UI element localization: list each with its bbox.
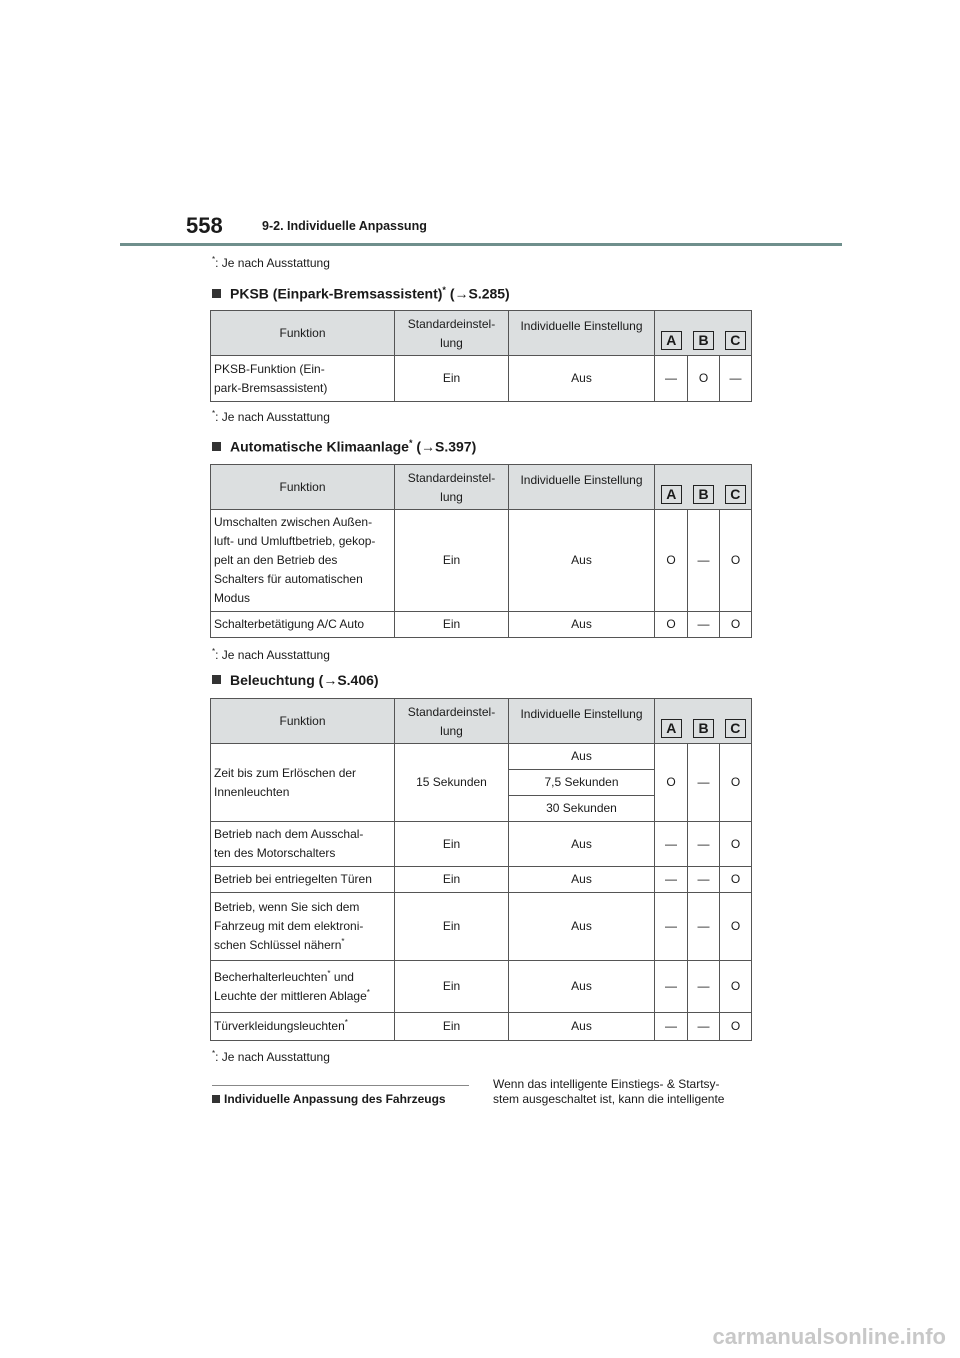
cell-funktion: PKSB-Funktion (Ein- park-Bremsassistent) [211, 356, 395, 402]
cell-individual: 7,5 Sekunden [509, 770, 655, 796]
cell-funktion: Schalterbetätigung A/C Auto [211, 612, 395, 638]
table-row [211, 961, 752, 1013]
header-col-c: C [720, 465, 752, 510]
cell-individual: Aus [509, 612, 655, 638]
cell-b: — [688, 867, 720, 893]
bottom-heading: Individuelle Anpassung des Fahrzeugs [212, 1092, 446, 1106]
cell-standard: Ein [395, 612, 509, 638]
header-individual: Individuelle Einstellung [509, 465, 655, 510]
cell-c: O [720, 893, 752, 961]
cell-a: — [655, 356, 688, 402]
table-row [211, 510, 752, 612]
cell-b: — [688, 893, 720, 961]
watermark: carmanualsonline.info [712, 1324, 946, 1349]
cell-a: — [655, 893, 688, 961]
cell-c: O [720, 1013, 752, 1041]
cell-standard: Ein [395, 356, 509, 402]
cell-c: O [720, 612, 752, 638]
cell-b: — [688, 612, 720, 638]
cell-c: O [720, 822, 752, 867]
cell-b: — [688, 510, 720, 612]
header-col-c: C [720, 311, 752, 356]
cell-individual: Aus [509, 961, 655, 1013]
cell-b: — [688, 1013, 720, 1041]
footnote: *: Je nach Ausstattung [212, 409, 330, 424]
cell-individual: Aus [509, 867, 655, 893]
table-row [211, 822, 752, 867]
cell-c: O [720, 744, 752, 822]
cell-individual: Aus [509, 1013, 655, 1041]
cell-individual: Aus [509, 356, 655, 402]
cell-funktion: Betrieb nach dem Ausschal- ten des Motorschalters [211, 822, 395, 867]
header-col-b: B [688, 699, 720, 744]
cell-standard: Ein [395, 961, 509, 1013]
cell-standard: Ein [395, 867, 509, 893]
table-klimaanlage [210, 464, 752, 638]
cell-individual: Aus [509, 744, 655, 770]
header-standard: Standardeinstel- lung [395, 311, 509, 356]
table-row [211, 356, 752, 402]
cell-c: — [720, 356, 752, 402]
cell-individual: 30 Sekunden [509, 796, 655, 822]
cell-a: O [655, 744, 688, 822]
section-heading-klimaanlage: Automatische Klimaanlage* (→S.397) [212, 438, 476, 455]
bullet-square-icon [212, 675, 221, 684]
cell-funktion: Becherhalterleuchten* und Leuchte der mittleren Ablage* [211, 961, 395, 1013]
table-row [211, 1013, 752, 1041]
cell-a: — [655, 961, 688, 1013]
header-individual: Individuelle Einstellung [509, 699, 655, 744]
header-col-a: A [655, 465, 688, 510]
bottom-text: Wenn das intelligente Einstiegs- & Startsy- stem ausgeschaltet ist, kann die intelligente [493, 1077, 725, 1106]
cell-individual: Aus [509, 510, 655, 612]
table-row [211, 893, 752, 961]
cell-b: — [688, 961, 720, 1013]
table-row [211, 744, 752, 770]
cell-b: — [688, 822, 720, 867]
chapter-title: 9-2. Individuelle Anpassung [262, 219, 427, 233]
header-col-a: A [655, 699, 688, 744]
header-col-c: C [720, 699, 752, 744]
bullet-square-icon [212, 442, 221, 451]
cell-funktion: Zeit bis zum Erlöschen der Innenleuchten [211, 744, 395, 822]
cell-a: — [655, 867, 688, 893]
cell-a: — [655, 822, 688, 867]
cell-b: — [688, 744, 720, 822]
header-funktion: Funktion [211, 465, 395, 510]
section-heading-beleuchtung: Beleuchtung (→S.406) [212, 672, 379, 688]
section-heading-pksb: PKSB (Einpark-Bremsassistent)* (→S.285) [212, 285, 510, 302]
header-funktion: Funktion [211, 699, 395, 744]
page-number: 558 [186, 213, 223, 238]
cell-standard: Ein [395, 1013, 509, 1041]
bullet-square-icon [212, 1095, 220, 1103]
cell-funktion: Türverkleidungsleuchten* [211, 1013, 395, 1041]
cell-a: — [655, 1013, 688, 1041]
cell-c: O [720, 961, 752, 1013]
footnote: *: Je nach Ausstattung [212, 1049, 330, 1064]
cell-a: O [655, 612, 688, 638]
cell-c: O [720, 867, 752, 893]
footnote: *: Je nach Ausstattung [212, 255, 330, 270]
cell-b: O [688, 356, 720, 402]
bullet-square-icon [212, 289, 221, 298]
cell-individual: Aus [509, 822, 655, 867]
header-standard: Standardeinstel- lung [395, 699, 509, 744]
cell-funktion: Betrieb, wenn Sie sich dem Fahrzeug mit dem elektroni- schen Schlüssel nähern* [211, 893, 395, 961]
cell-c: O [720, 510, 752, 612]
cell-individual: Aus [509, 893, 655, 961]
table-row [211, 867, 752, 893]
cell-standard: Ein [395, 822, 509, 867]
header-col-a: A [655, 311, 688, 356]
bottom-rule [212, 1085, 469, 1086]
cell-standard: Ein [395, 510, 509, 612]
header-funktion: Funktion [211, 311, 395, 356]
cell-funktion: Umschalten zwischen Außen- luft- und Umluftbetrieb, gekop- pelt an den Betrieb des Schalters für automatischen Modus [211, 510, 395, 612]
header-col-b: B [688, 465, 720, 510]
table-beleuchtung [210, 698, 752, 1041]
header-rule [120, 243, 842, 246]
header-col-b: B [688, 311, 720, 356]
footnote: *: Je nach Ausstattung [212, 647, 330, 662]
header-standard: Standardeinstel- lung [395, 465, 509, 510]
cell-funktion: Betrieb bei entriegelten Türen [211, 867, 395, 893]
cell-standard: Ein [395, 893, 509, 961]
table-row [211, 612, 752, 638]
cell-a: O [655, 510, 688, 612]
cell-standard: 15 Sekunden [395, 744, 509, 822]
header-individual: Individuelle Einstellung [509, 311, 655, 356]
table-pksb [210, 310, 752, 402]
